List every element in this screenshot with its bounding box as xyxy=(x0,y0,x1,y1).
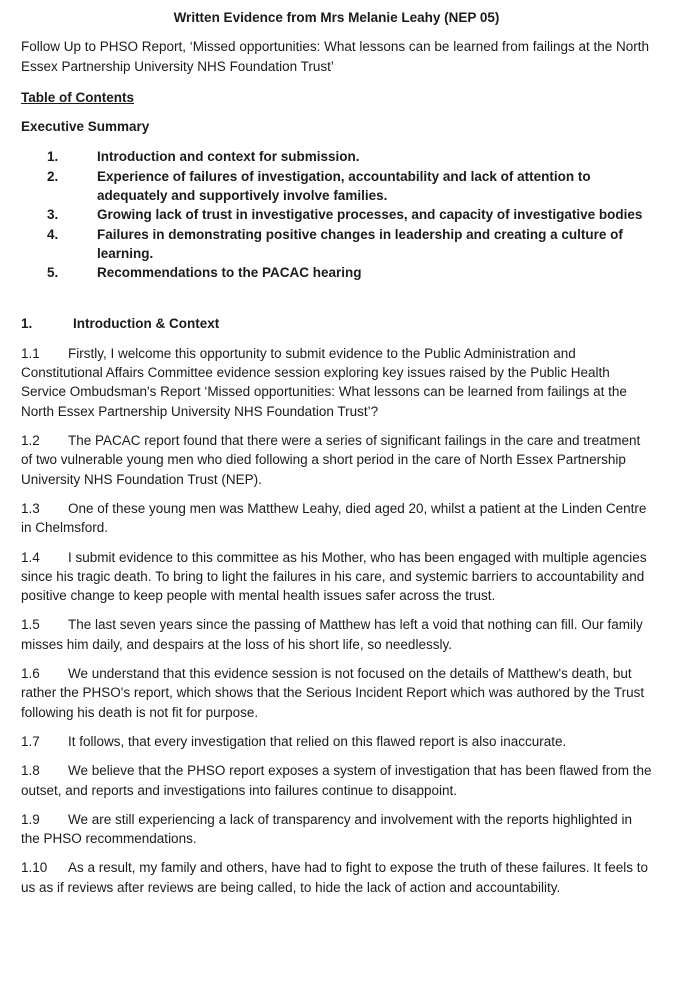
toc-item-4 xyxy=(21,225,652,264)
paragraph-text: The PACAC report found that there were a series of significant failings in the care and treatment of two vulnerable young men who died following a short period in the care of North Essex Partnership University NHS Foundation Trust (NEP). xyxy=(21,433,641,487)
paragraph-1-2 xyxy=(21,431,652,489)
paragraph-1-10 xyxy=(21,858,652,897)
toc-heading: Table of Contents xyxy=(21,89,134,105)
toc-item-number: 1. xyxy=(47,149,59,165)
paragraph-text: We understand that this evidence session is not focused on the details of Matthew's death, but rather the PHSO's report, which shows that the Serious Incident Report which was authored by the Trust following his death is not fit for purpose. xyxy=(21,666,645,720)
section-title: Introduction & Context xyxy=(73,315,220,331)
paragraph-number: 1.8 xyxy=(21,763,40,779)
intro-paragraph: Follow Up to PHSO Report, ‘Missed opportunities: What lessons can be learned from failings at the North Essex Partnership University NHS Foundation Trust’ xyxy=(21,39,650,74)
paragraph-number: 1.6 xyxy=(21,666,40,682)
toc-item-text: Experience of failures of investigation, accountability and lack of attention to adequately and supportively involve families. xyxy=(97,168,591,204)
paragraph-text: One of these young men was Matthew Leahy, died aged 20, whilst a patient at the Linden Centre in Chelmsford. xyxy=(21,500,647,536)
toc-item-number: 4. xyxy=(47,226,59,242)
section-number: 1. xyxy=(21,315,33,331)
toc-item-text: Recommendations to the PACAC hearing xyxy=(97,265,362,281)
toc-item-number: 2. xyxy=(47,168,59,184)
paragraph-number: 1.7 xyxy=(21,733,40,749)
paragraph-1-1 xyxy=(21,344,652,421)
toc-item-1 xyxy=(21,147,652,166)
toc-item-5 xyxy=(21,263,652,282)
paragraph-1-6 xyxy=(21,664,652,722)
executive-summary-heading: Executive Summary xyxy=(21,119,150,135)
paragraph-1-9 xyxy=(21,810,652,849)
paragraph-1-3 xyxy=(21,499,652,538)
paragraph-number: 1.3 xyxy=(21,500,40,516)
paragraph-text: We are still experiencing a lack of transparency and involvement with the reports highlighted in the PHSO recommendations. xyxy=(21,811,633,847)
section-1-heading xyxy=(21,314,652,333)
paragraph-1-4 xyxy=(21,548,652,606)
toc-item-number: 5. xyxy=(47,265,59,281)
paragraph-number: 1.10 xyxy=(21,860,48,876)
paragraph-number: 1.2 xyxy=(21,433,40,449)
paragraph-1-8 xyxy=(21,761,652,800)
toc-item-text: Growing lack of trust in investigative processes, and capacity of investigative bodies xyxy=(97,207,643,223)
paragraph-number: 1.5 xyxy=(21,617,40,633)
paragraph-text: I submit evidence to this committee as his Mother, who has been engaged with multiple agencies since his tragic death. To bring to light the failures in his care, and systemic barriers to accountability and positive change to keep people with mental health issues safer across the trust. xyxy=(21,549,647,604)
toc-item-2 xyxy=(21,167,652,206)
paragraph-number: 1.4 xyxy=(21,549,40,565)
toc-item-3 xyxy=(21,205,652,224)
paragraph-1-7 xyxy=(21,732,652,751)
toc-item-number: 3. xyxy=(47,207,59,223)
paragraph-1-5 xyxy=(21,615,652,654)
toc-item-text: Introduction and context for submission. xyxy=(97,149,360,165)
document-title: Written Evidence from Mrs Melanie Leahy (NEP 05) xyxy=(173,10,500,25)
paragraph-text: Firstly, I welcome this opportunity to submit evidence to the Public Administration and Constitutional Affairs Committee evidence session exploring key issues raised by the Public Health Service Ombudsman's Report ‘Missed opportunities: What lessons can be learned from failings at the North Essex Partnership University NHS Foundation Trust’? xyxy=(21,345,627,419)
paragraph-text: The last seven years since the passing of Matthew has left a void that nothing can fill. Our family misses him daily, and despairs at the loss of his short life, so needlessly. xyxy=(21,617,643,652)
toc-item-text: Failures in demonstrating positive changes in leadership and creating a culture of learning. xyxy=(97,226,623,261)
paragraph-number: 1.9 xyxy=(21,811,40,827)
paragraph-text: It follows, that every investigation that relied on this flawed report is also inaccurate. xyxy=(68,733,567,749)
paragraph-number: 1.1 xyxy=(21,345,40,361)
paragraph-text: We believe that the PHSO report exposes a system of investigation that has been flawed from the outset, and reports and investigations into failures continue to disappoint. xyxy=(21,763,652,798)
table-of-contents xyxy=(21,147,652,282)
paragraph-text: As a result, my family and others, have had to fight to expose the truth of these failures. It feels to us as if reviews after reviews are being called, to hide the lack of action and accountability. xyxy=(21,860,649,895)
